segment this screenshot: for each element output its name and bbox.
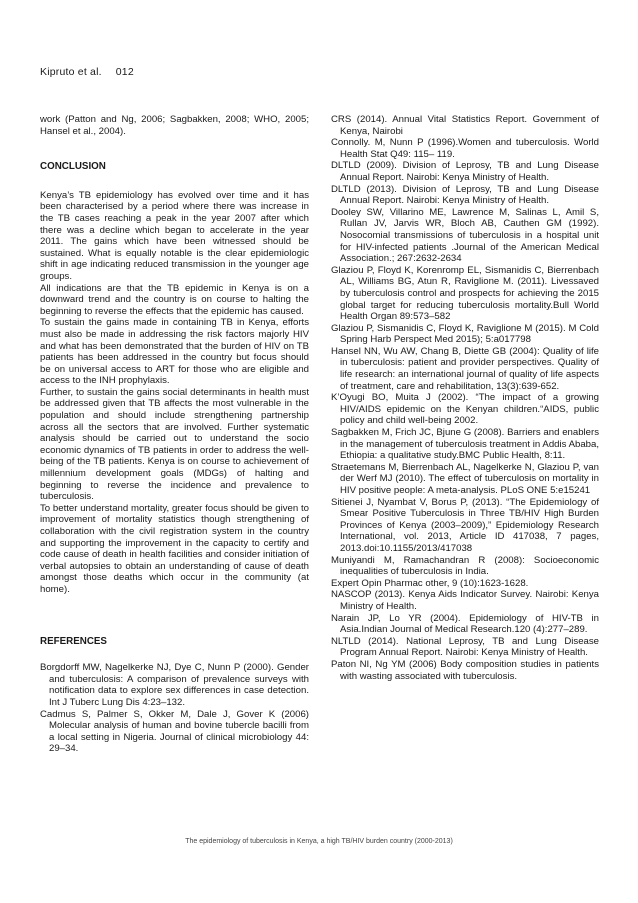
reference-item: Muniyandi M, Ramachandran R (2008): Socioeconomic inequalities of tuberculosis in India. (331, 554, 599, 578)
reference-item: Narain JP, Lo YR (2004). Epidemiology of HIV-TB in Asia.Indian Journal of Medical Research.120 (4):277–289. (331, 612, 599, 636)
reference-item: Paton NI, Ng YM (2006) Body composition studies in patients with wasting associated with tuberculosis. (331, 658, 599, 682)
intro-paragraph: work (Patton and Ng, 2006; Sagbakken, 2008; WHO, 2005; Hansel et al., 2004). (40, 114, 309, 137)
right-column (331, 114, 599, 682)
reference-item: Hansel NN, Wu AW, Chang B, Diette GB (2004): Quality of life in tuberculosis: patient and provider perspectives. Quality of life research: an international journal of quality of life aspects of treatment, care and rehabilitation, 13(3):639-652. (331, 345, 599, 392)
reference-item: DLTLD (2013). Division of Leprosy, TB and Lung Disease Annual Report. Nairobi: Kenya Ministry of Health. (331, 183, 599, 207)
conclusion-paragraph: Kenya’s TB epidemiology has evolved over time and it has been characterised by a period where there was increase in the TB cases reaching a peak in the year 2007 after which there was a decline which began to accelerate in the year 2011. The gains which have been witnessed should be sustained. What is equally notable is the clear epidemiologic shift in age indicating reduced transmission in the younger age groups. (40, 189, 309, 282)
running-footer: The epidemiology of tuberculosis in Kenya, a high TB/HIV burden country (2000-2013) (185, 838, 453, 845)
reference-item: Expert Opin Pharmac other, 9 (10):1623-1628. (331, 577, 529, 589)
reference-item: Glaziou P, Sismanidis C, Floyd K, Raviglione M (2015). M Cold Spring Harb Perspect Med 2015); 5:a017798 (331, 322, 599, 346)
conclusion-paragraph: To sustain the gains made in containing TB in Kenya, efforts must also be made in addressing the risk factors majorly HIV and what has been demonstrated that the burden of HIV on TB patients has been addressed in the country but focus should be on universal access to ART for those who are eligible and access to the INH prophylaxis. (40, 317, 309, 387)
reference-item: DLTLD (2009). Division of Leprosy, TB and Lung Disease Annual Report. Nairobi: Kenya Ministry of Health. (331, 160, 599, 183)
reference-item: Borgdorff MW, Nagelkerke NJ, Dye C, Nunn P (2000). Gender and tuberculosis: A comparison of prevalence surveys with notification data to explore sex differences in case detection. Int J Tuberc Lung Dis 4:23–132. (40, 662, 309, 708)
reference-item: Glaziou P, Floyd K, Korenromp EL, Sismanidis C, Bierrenbach AL, Williams BG, Atun R, Raviglione M. (2011). Livessaved by tuberculosis control and prospects for achieving the 2015 global target for reducing tuberculosis mortality.Bull World Health Organ 89:573–582 (331, 264, 599, 323)
reference-item: Cadmus S, Palmer S, Okker M, Dale J, Gover K (2006) Molecular analysis of human and bovine tubercle bacilli from a local setting in Nigeria. Journal of clinical microbiology 44: 29–34. (40, 708, 309, 755)
reference-item: NLTLD (2014). National Leprosy, TB and Lung Disease Program Annual Report. Nairobi: Kenya Ministry of Health. (331, 635, 599, 659)
reference-item: Sitienei J, Nyambat V, Borus P, (2013). “The Epidemiology of Smear Positive Tuberculosis in Three TB/HIV High Burden Provinces of Kenya (2003–2009),” Epidemiology Research International, vol. 2013, Article ID 417038, 7 pages, 2013.doi:10.1155/2013/417038 (331, 496, 599, 554)
reference-item: K’Oyugi BO, Muita J (2002). “The impact of a growing HIV/AIDS epidemic on the Kenyan children.“AIDS, public policy and child well-being 2002. (331, 392, 599, 427)
reference-item: CRS (2014). Annual Vital Statistics Report. Government of Kenya, Nairobi (331, 114, 599, 137)
running-header (40, 66, 134, 78)
reference-item: Sagbakken M, Frich JC, Bjune G (2008). Barriers and enablers in the management of tuberculosis treatment in Addis Ababa, Ethiopia: a qualitative study.BMC Public Health, 8:11. (331, 427, 599, 462)
conclusion-paragraph: All indications are that the TB epidemic in Kenya is on a downward trend and the country is on course to halting the beginning to reverse the effects that the epidemic has caused. (40, 282, 309, 317)
reference-item: Connolly. M, Nunn P (1996).Women and tuberculosis. World Health Stat Q49: 115– 119. (331, 137, 599, 160)
header-authors: Kipruto et al. (40, 66, 102, 78)
reference-item: Straetemans M, Bierrenbach AL, Nagelkerke N, Glaziou P, van der Werf MJ (2010). The effect of tuberculosis on mortality in HIV positive people: A meta-analysis. PLoS ONE 5:e15241 (331, 461, 599, 496)
conclusion-paragraph: To better understand mortality, greater focus should be given to improvement of mortality statistics though strengthening of collaboration with the civil registration system in the country and supporting the improvement in the capacity to certify and code cause of death in health facilities and consider initiation of verbal autopsies to obtain an understanding of cause of death amongst those deaths which occur in the community (at home). (40, 502, 309, 595)
left-column (40, 114, 309, 755)
references-heading: REFERENCES (40, 635, 107, 647)
header-page-number: 012 (115, 66, 134, 78)
conclusion-heading: CONCLUSION (40, 161, 106, 173)
reference-item: NASCOP (2013). Kenya Aids Indicator Survey. Nairobi: Kenya Ministry of Health. (331, 589, 599, 612)
conclusion-paragraph: Further, to sustain the gains social determinants in health must be addressed given that TB affects the most vulnerable in the population and should include strengthening partnership across all the sectors that are involved. Further systematic analysis should be carried out to understand the socio economic dynamics of TB patients in order to address the well-being of the TB patients. Kenya is on course to achievement of millennium development goals (MDGs) of halting and beginning to reverse the incidence and prevalence to tuberculosis. (40, 386, 309, 503)
reference-item: Dooley SW, Villarino ME, Lawrence M, Salinas L, Amil S, Rullan JV, Jarvis WR, Bloch AB, Cauthen GM (1992). Nosocomial transmissions of tuberculosis in a hospital unit for HIV-infected patients .Journal of the American Medical Association.; 267:2632-2634 (331, 206, 599, 265)
